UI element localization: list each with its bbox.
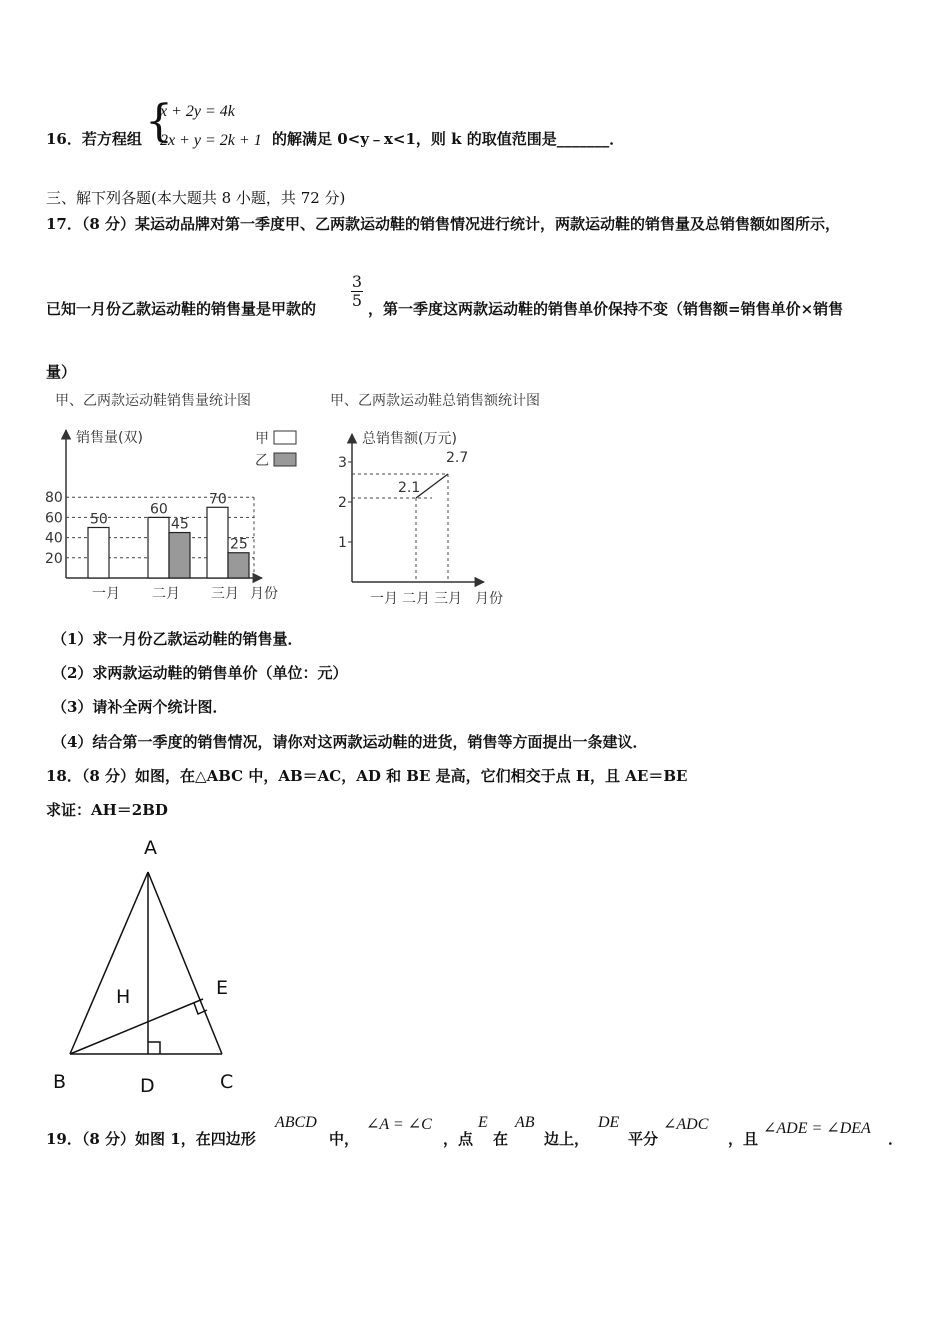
ytick-20: 20 <box>45 550 63 567</box>
q17-line-2b: ，第一季度这两款运动鞋的销售单价保持不变（销售额=销售单价×销售 <box>368 300 844 318</box>
right-angle-mark-D <box>148 1042 160 1054</box>
q19-text-4: 在 <box>493 1130 509 1148</box>
bar-label-yi-3: 25 <box>230 536 248 553</box>
q17-sub-3: （3）请补全两个统计图． <box>52 698 228 716</box>
chart2-ytick-3: 3 <box>338 455 347 471</box>
ytick-60: 60 <box>45 510 63 527</box>
ytick-40: 40 <box>45 530 63 547</box>
bar-yi-3 <box>228 553 249 578</box>
bar-jia-3 <box>207 507 228 578</box>
legend-yi-swatch <box>274 453 296 466</box>
label-C: C <box>220 1071 234 1093</box>
sales-line-segment <box>416 474 448 498</box>
q17-line-2a: 已知一月份乙款运动鞋的销售量是甲款的 <box>46 300 317 318</box>
chart1-xlabel: 月份 <box>250 586 278 602</box>
q18-line-1: 18．（8 分）如图，在△ABC 中，AB＝AC，AD 和 BE 是高，它们相交于点 H，且 AE＝BE <box>46 767 688 785</box>
label-A: A <box>144 837 157 859</box>
q19-math-angle-ADE-DEA: ∠ADE = ∠DEA <box>763 1120 871 1137</box>
q17-line-3: 量） <box>46 363 77 381</box>
q16-equation-2: 2x + y = 2k + 1 <box>160 132 262 149</box>
q17-line-1: 17．（8 分）某运动品牌对第一季度甲、乙两款运动鞋的销售情况进行统计，两款运动鞋的销售量及总销售额如图所示， <box>46 215 841 233</box>
total-sales-line-chart <box>330 418 530 618</box>
xtick-2: 二月 <box>152 586 180 602</box>
bar-label-jia-3: 70 <box>209 491 227 508</box>
q19-text-6: 平分 <box>628 1130 659 1148</box>
q16-condition: 的解满足 0<y﹣x<1，则 k 的取值范围是_______． <box>272 130 625 148</box>
q16-number: 16．若方程组 <box>46 130 142 148</box>
q19-math-angle-A-C: ∠A = ∠C <box>366 1116 432 1133</box>
system-brace: { <box>145 96 173 147</box>
legend-jia-label: 甲 <box>255 431 269 447</box>
bar-label-jia-2: 60 <box>150 501 168 518</box>
chart1-ylabel: 销售量(双) <box>76 430 143 446</box>
q17-sub-1: （1）求一月份乙款运动鞋的销售量． <box>52 630 303 648</box>
chart2-xlabel: 月份 <box>475 591 503 607</box>
legend-jia-swatch <box>274 431 296 444</box>
chart1-title: 甲、乙两款运动鞋销售量统计图 <box>55 393 251 409</box>
bar-jia-2 <box>148 517 169 578</box>
q16-equation-1: x + 2y = 4k <box>160 103 235 120</box>
bar-yi-2 <box>169 533 190 578</box>
fraction-denominator: 5 <box>351 291 363 310</box>
chart2-ytick-1: 1 <box>338 535 347 551</box>
bar-label-jia-1: 50 <box>90 511 108 528</box>
sales-volume-bar-chart <box>40 418 310 618</box>
fraction-numerator: 3 <box>351 272 363 291</box>
bar-jia-1 <box>88 527 109 578</box>
section-title: 三、解下列各题(本大题共 8 小题，共 72 分) <box>46 189 346 207</box>
label-E: E <box>216 977 229 999</box>
ytick-80: 80 <box>45 490 63 507</box>
q19-text-3: ，点 <box>443 1130 474 1148</box>
q19-math-E: E <box>478 1114 488 1131</box>
chart2-ytick-2: 2 <box>338 495 347 511</box>
q19-text-7: ，且 <box>728 1130 759 1148</box>
q19-math-angle-ADC: ∠ADC <box>663 1116 709 1133</box>
xtick-1: 一月 <box>92 586 120 602</box>
q19-math-ABCD: ABCD <box>275 1114 317 1131</box>
q17-sub-4: （4）结合第一季度的销售情况，请你对这两款运动鞋的进货，销售等方面提出一条建议． <box>52 733 648 751</box>
bar-label-yi-2: 45 <box>171 516 189 533</box>
q19-prefix: 19．（8 分）如图 1，在四边形 <box>46 1130 256 1148</box>
q19-text-2: 中， <box>329 1130 360 1148</box>
label-H: H <box>116 986 131 1008</box>
chart2-xtick-1: 一月 <box>370 591 398 607</box>
q19-text-5: 边上， <box>544 1130 590 1148</box>
chart2-ylabel: 总销售额(万元) <box>362 431 457 447</box>
q19-math-AB: AB <box>515 1114 535 1131</box>
triangle-figure <box>40 830 260 1100</box>
xtick-3: 三月 <box>211 586 239 602</box>
chart2-point-label-2: 2.1 <box>398 480 421 496</box>
q19-text-8: ． <box>888 1130 904 1148</box>
label-D: D <box>140 1075 155 1097</box>
chart2-title: 甲、乙两款运动鞋总销售额统计图 <box>330 393 540 409</box>
fraction-three-fifths <box>346 273 368 310</box>
segment-AC <box>148 872 222 1054</box>
legend-yi-label: 乙 <box>255 453 269 469</box>
q19-math-DE: DE <box>598 1114 620 1131</box>
label-B: B <box>53 1071 67 1093</box>
chart2-point-label-3: 2.7 <box>446 450 469 466</box>
q17-sub-2: （2）求两款运动鞋的销售单价（单位：元） <box>52 664 348 682</box>
q18-line-2: 求证：AH＝2BD <box>46 801 168 819</box>
chart2-xtick-3: 三月 <box>434 591 462 607</box>
chart2-xtick-2: 二月 <box>402 591 430 607</box>
